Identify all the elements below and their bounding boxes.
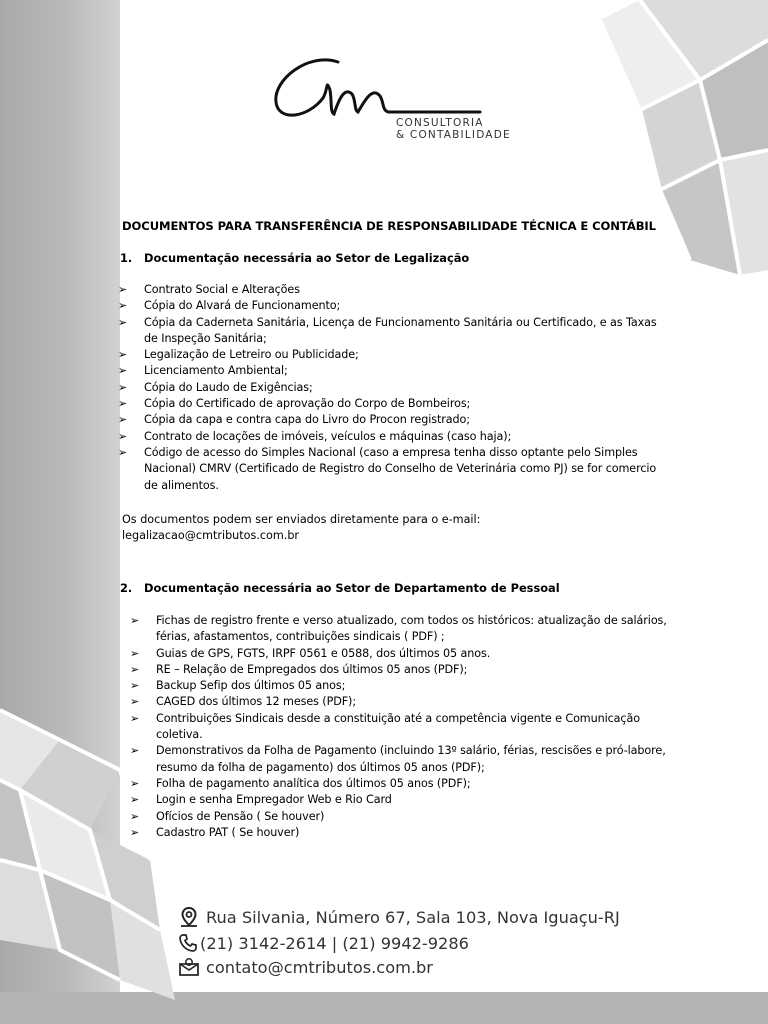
footer-phones xyxy=(178,933,469,953)
list-item: ➢ Cópia do Alvará de Funcionamento; xyxy=(118,298,658,314)
bullet-arrow-icon: ➢ xyxy=(118,380,128,394)
list-item: ➢ Código de acesso do Simples Nacional (caso a empresa tenha disso optante pelo Simples Nacional) CMRV (Certificado de Registro do Conselho de Veterinária como PJ) se for comercio de alimentos. xyxy=(118,445,657,492)
bullet-arrow-icon: ➢ xyxy=(130,809,140,823)
list-item: ➢ Guias de GPS, FGTS, IRPF 0561 e 0588, dos últimos 05 anos. xyxy=(130,646,670,662)
bullet-arrow-icon: ➢ xyxy=(130,614,140,627)
list-item: ➢ Cópia do Certificado de aprovação do Corpo de Bombeiros; xyxy=(118,396,658,412)
section-1-list xyxy=(118,282,658,494)
bullet-arrow-icon: ➢ xyxy=(130,646,140,660)
section-2-heading xyxy=(120,581,560,595)
phone-icon xyxy=(178,933,198,953)
list-item: ➢ Folha de pagamento analítica dos últimos 05 anos (PDF); xyxy=(130,776,670,792)
section-1-heading xyxy=(120,251,469,265)
bullet-arrow-icon: ➢ xyxy=(130,744,140,758)
logo-line-2: & CONTABILIDADE xyxy=(396,129,511,141)
logo-line-1: CONSULTORIA xyxy=(396,117,484,129)
footer-phones-text[interactable]: (21) 3142-2614 | (21) 9942-9286 xyxy=(200,933,469,953)
section-2-number: 2. xyxy=(120,581,133,595)
section-2-heading-text: Documentação necessária ao Setor de Departamento de Pessoal xyxy=(144,581,560,595)
legalizacao-email-link[interactable]: legalizacao@cmtributos.com.br xyxy=(122,529,300,543)
bullet-arrow-icon: ➢ xyxy=(118,413,128,427)
footer-email xyxy=(178,957,433,977)
bullet-arrow-icon: ➢ xyxy=(130,711,140,725)
bullet-arrow-icon: ➢ xyxy=(118,429,128,443)
bullet-arrow-icon: ➢ xyxy=(130,662,140,676)
list-item: ➢ Cópia da Caderneta Sanitária, Licença de Funcionamento Sanitária ou Certificado, e as Taxas de Inspeção Sanitária; xyxy=(118,315,657,345)
bullet-arrow-icon: ➢ xyxy=(130,825,140,839)
bullet-arrow-icon: ➢ xyxy=(118,315,128,329)
section-2-list xyxy=(130,613,670,841)
list-item: ➢ Contrato Social e Alterações xyxy=(118,282,658,298)
bullet-arrow-icon: ➢ xyxy=(130,679,140,693)
list-item: ➢ Fichas de registro frente e verso atualizado, com todos os históricos: atualização de salários, férias, afastamentos, contribuições sindicais ( PDF) ; xyxy=(130,614,667,644)
bullet-arrow-icon: ➢ xyxy=(118,299,128,313)
email-icon xyxy=(178,957,200,977)
bullet-arrow-icon: ➢ xyxy=(130,776,140,790)
list-item: ➢ Cópia do Laudo de Exigências; xyxy=(118,380,658,396)
location-pin-icon xyxy=(178,906,200,928)
list-item: ➢ Cópia da capa e contra capa do Livro do Procon registrado; xyxy=(118,412,658,428)
list-item: ➢ Login e senha Empregador Web e Rio Card xyxy=(130,792,670,808)
top-right-pattern xyxy=(600,0,768,280)
document-title: DOCUMENTOS PARA TRANSFERÊNCIA DE RESPONSABILIDADE TÉCNICA E CONTÁBIL xyxy=(122,219,656,233)
email-note xyxy=(122,512,480,545)
section-1-number: 1. xyxy=(120,251,133,265)
list-item: ➢ Ofícios de Pensão ( Se houver) xyxy=(130,809,670,825)
bullet-arrow-icon: ➢ xyxy=(118,445,128,459)
bullet-arrow-icon: ➢ xyxy=(118,364,128,378)
bullet-arrow-icon: ➢ xyxy=(130,793,140,807)
list-item: ➢ CAGED dos últimos 12 meses (PDF); xyxy=(130,694,670,710)
list-item: ➢ Contrato de locações de imóveis, veículos e máquinas (caso haja); xyxy=(118,429,658,445)
list-item: ➢ Demonstrativos da Folha de Pagamento (incluindo 13º salário, férias, rescisões e pró-labore, resumo da folha de pagamento) dos últimos 05 anos (PDF); xyxy=(130,744,666,774)
bullet-arrow-icon: ➢ xyxy=(118,348,128,362)
list-item: ➢ Legalização de Letreiro ou Publicidade; xyxy=(118,347,658,363)
footer-email-text[interactable]: contato@cmtributos.com.br xyxy=(206,957,433,977)
footer-address xyxy=(178,906,620,928)
bullet-arrow-icon: ➢ xyxy=(130,695,140,709)
list-item: ➢ RE – Relação de Empregados dos últimos 05 anos (PDF); xyxy=(130,662,670,678)
list-item: ➢ Licenciamento Ambiental; xyxy=(118,363,658,379)
list-item: ➢ Contribuições Sindicais desde a constituição até a competência vigente e Comunicação coletiva. xyxy=(130,711,640,742)
bullet-arrow-icon: ➢ xyxy=(118,397,128,411)
email-note-text: Os documentos podem ser enviados diretamente para o e-mail: xyxy=(122,513,481,526)
bullet-arrow-icon: ➢ xyxy=(118,283,128,296)
section-1-heading-text: Documentação necessária ao Setor de Legalização xyxy=(144,251,470,265)
logo-wordmark xyxy=(396,117,511,141)
footer-address-text: Rua Silvania, Número 67, Sala 103, Nova Iguaçu-RJ xyxy=(206,907,620,927)
list-item: ➢ Cadastro PAT ( Se houver) xyxy=(130,825,670,841)
list-item: ➢ Backup Sefip dos últimos 05 anos; xyxy=(130,678,670,694)
